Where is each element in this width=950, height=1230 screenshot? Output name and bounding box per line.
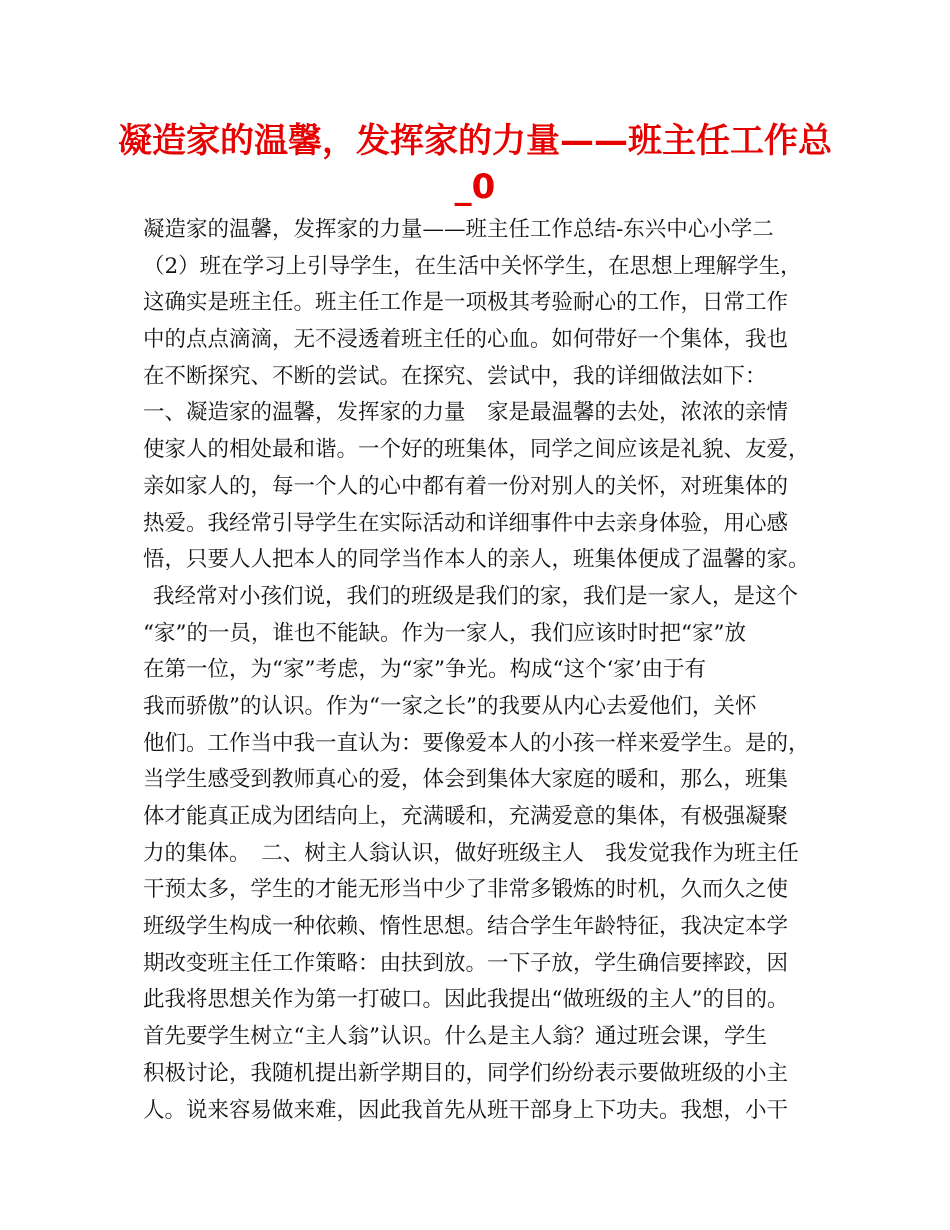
document-body	[143, 212, 823, 1129]
body-line: 在不断探究、不断的尝试。在探究、尝试中，我的详细做法如下：	[143, 363, 767, 389]
title-line-1: 凝造家的温馨，发挥家的力量——班主任工作总	[118, 121, 832, 161]
body-line: 人。说来容易做来难，因此我首先从班干部身上下功夫。我想，小干	[143, 1097, 789, 1123]
body-line: “家”的一员，谁也不能缺。作为一家人，我们应该时时把“家”放	[143, 620, 746, 646]
body-line: 中的点点滴滴，无不浸透着班主任的心血。如何带好一个集体，我也	[143, 327, 789, 353]
body-line: 悟，只要人人把本人的同学当作本人的亲人，班集体便成了温馨的家。	[143, 547, 810, 573]
body-line: 我经常对小孩们说，我们的班级是我们的家，我们是一家人，是这个	[153, 583, 799, 609]
body-line: 力的集体。 二、树主人翁认识，做好班级主人 我发觉我作为班主任	[143, 840, 799, 866]
body-line: 班级学生构成一种依赖、惰性思想。结合学生年龄特征，我决定本学	[143, 914, 789, 940]
body-line: 期改变班主任工作策略：由扶到放。一下子放，学生确信要摔跤，因	[143, 950, 789, 976]
body-line: 使家人的相处最和谐。一个好的班集体，同学之间应该是礼貌、友爱，	[143, 437, 810, 463]
body-line: 首先要学生树立“主人翁”认识。什么是主人翁？通过班会课，学生	[143, 1024, 767, 1050]
body-line: 这确实是班主任。班主任工作是一项极其考验耐心的工作，日常工作	[143, 290, 789, 316]
body-line: 他们。工作当中我一直认为：要像爱本人的小孩一样来爱学生。是的，	[143, 730, 810, 756]
title-line-2: _0	[454, 167, 496, 207]
body-line: 我而骄傲”的认识。作为“一家之长”的我要从内心去爱他们，关怀	[143, 693, 757, 719]
body-line: 凝造家的温馨，发挥家的力量——班主任工作总结-东兴中心小学二	[143, 217, 774, 242]
body-line: 当学生感受到教师真心的爱，体会到集体大家庭的暖和，那么，班集	[143, 767, 789, 793]
body-line: 此我将思想关作为第一打破口。因此我提出“做班级的主人”的目的。	[143, 987, 789, 1013]
body-line: 干预太多，学生的才能无形当中少了非常多锻炼的时机，久而久之使	[143, 877, 789, 903]
body-line: 热爱。我经常引导学生在实际活动和详细事件中去亲身体验，用心感	[143, 510, 789, 536]
body-line: 亲如家人的，每一个人的心中都有着一份对别人的关怀，对班集体的	[143, 473, 789, 499]
body-line: 在第一位，为“家”考虑，为“家”争光。构成“这个‘家’由于有	[143, 657, 707, 683]
body-line: 积极讨论，我随机提出新学期目的，同学们纷纷表示要做班级的小主	[143, 1060, 789, 1086]
document-title	[100, 118, 850, 210]
body-line: （2）班在学习上引导学生，在生活中关怀学生，在思想上理解学生，	[143, 253, 802, 279]
body-line: 体才能真正成为团结向上，充满暖和，充满爱意的集体，有极强凝聚	[143, 804, 789, 829]
body-line: 一、凝造家的温馨，发挥家的力量 家是最温馨的去处，浓浓的亲情	[143, 400, 789, 426]
